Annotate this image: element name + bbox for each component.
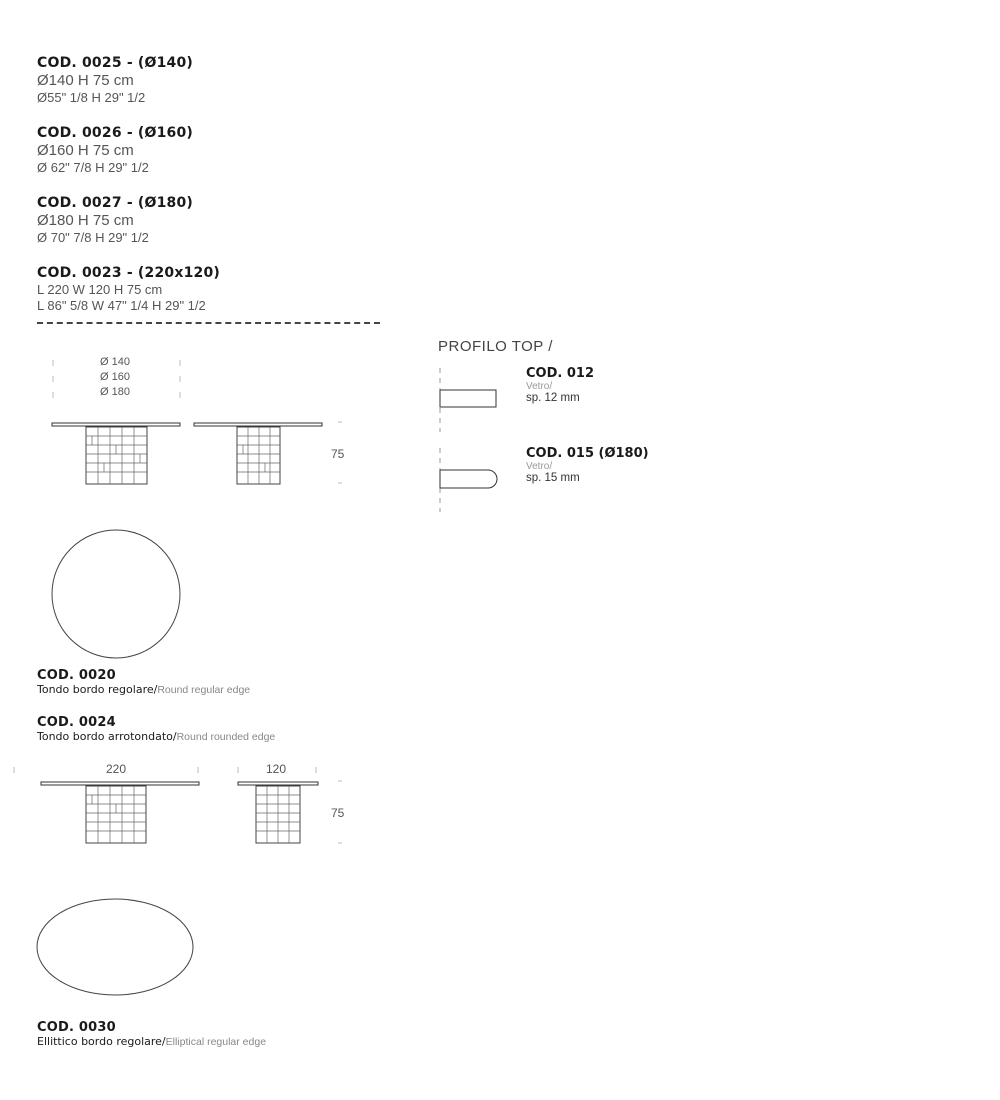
profile-item-015 — [526, 446, 649, 484]
round-front-view — [52, 423, 180, 484]
oval-front-view — [41, 782, 199, 843]
spec-metric: L 220 W 120 H 75 cm — [37, 282, 163, 297]
spec-imperial: Ø55" 1/8 H 29" 1/2 — [37, 90, 146, 105]
shape-description — [37, 683, 250, 696]
shape-code: COD. 0030 — [37, 1020, 116, 1035]
oval-width-label: 120 — [266, 762, 287, 776]
spec-imperial: Ø 62" 7/8 H 29" 1/2 — [37, 160, 149, 175]
dim-label: Ø 180 — [100, 386, 130, 398]
spec-metric: Ø140 H 75 cm — [37, 72, 134, 89]
spec-code: COD. 0023 - (220x120) — [37, 265, 220, 281]
profile-item-012 — [526, 366, 594, 404]
profile-material: Vetro/ — [526, 461, 553, 472]
shape-code: COD. 0020 — [37, 668, 116, 683]
shape-name-it: Tondo bordo arrotondato/ — [37, 730, 177, 743]
shape-description — [37, 1035, 266, 1048]
spec-metric: Ø160 H 75 cm — [37, 142, 134, 159]
profile-code: COD. 015 (Ø180) — [526, 446, 649, 461]
profile-material: Vetro/ — [526, 381, 553, 392]
dim-label: Ø 160 — [100, 371, 130, 383]
shape-caption-0030 — [37, 1020, 266, 1048]
shape-caption-0020 — [37, 668, 250, 696]
shape-code: COD. 0024 — [37, 715, 116, 730]
shape-name-it: Ellittico bordo regolare/ — [37, 1035, 166, 1048]
profilo-title: PROFILO TOP / — [438, 338, 553, 355]
oval-side-view — [238, 782, 318, 843]
spec-metric: Ø180 H 75 cm — [37, 212, 134, 229]
spec-imperial: L 86" 5/8 W 47" 1/4 H 29" 1/2 — [37, 298, 206, 313]
oval-length-label: 220 — [106, 762, 127, 776]
dim-label: Ø 140 — [100, 356, 130, 368]
shape-description — [37, 730, 275, 743]
oval-top-view — [37, 899, 193, 995]
spec-code: COD. 0026 - (Ø160) — [37, 125, 194, 141]
profile-012-shape — [440, 390, 496, 407]
profile-code: COD. 012 — [526, 366, 594, 381]
spec-code: COD. 0027 - (Ø180) — [37, 195, 194, 211]
shape-name-en: Round rounded edge — [176, 731, 276, 743]
spec-code: COD. 0025 - (Ø140) — [37, 55, 194, 71]
shape-name-it: Tondo bordo regolare/ — [37, 683, 158, 696]
round-side-view — [194, 423, 322, 484]
profile-015-shape — [440, 470, 497, 488]
shape-caption-0024 — [37, 715, 275, 743]
profile-thickness: sp. 12 mm — [526, 392, 580, 404]
spec-imperial: Ø 70" 7/8 H 29" 1/2 — [37, 230, 149, 245]
shape-name-en: Round regular edge — [157, 684, 251, 696]
profile-thickness: sp. 15 mm — [526, 472, 580, 484]
oval-height-label: 75 — [331, 806, 345, 820]
round-top-view — [52, 530, 180, 658]
round-height-label: 75 — [331, 447, 345, 461]
shape-name-en: Elliptical regular edge — [165, 1036, 267, 1048]
